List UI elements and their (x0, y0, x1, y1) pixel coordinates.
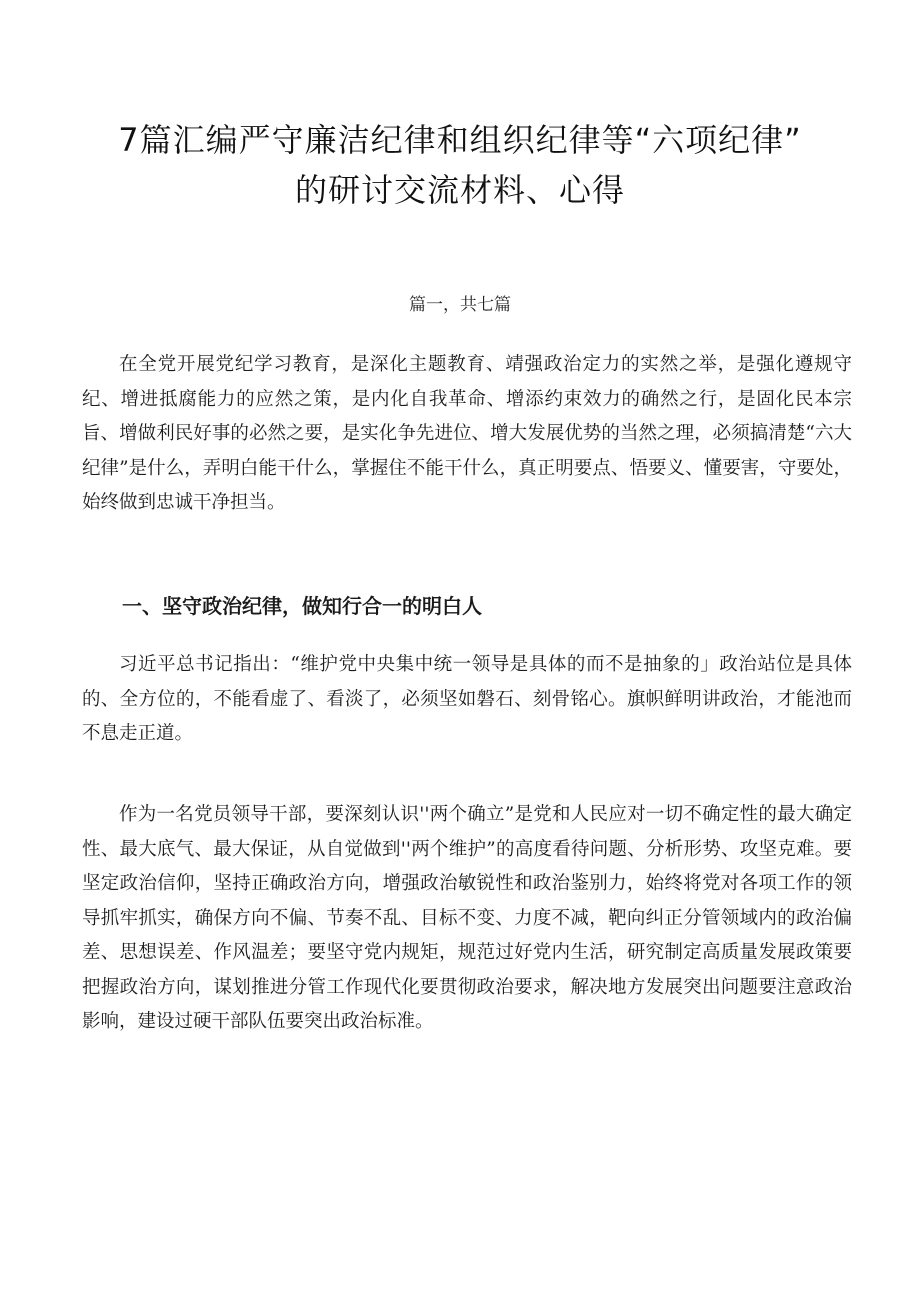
document-title-line-1: 7篇汇编严守廉洁纪律和组织纪律等“六项纪律” (118, 121, 802, 159)
section-heading-1: 一、坚守政治纪律，做知行合一的明白人 (122, 594, 482, 618)
document-subtitle: 篇一，共七篇 (409, 295, 511, 315)
document-title-line-2: 的研讨交流材料、心得 (294, 171, 625, 209)
paragraph-quote: 习近平总书记指出：“维护党中央集中统一领导是具体的而不是抽象的」政治站位是具体的、全方位的，不能看虚了、看淡了，必须坚如磐石、刻骨铭心。旗帜鲜明讲政治，才能池而不息走正道。 (82, 654, 852, 744)
paragraph-body: 作为一名党员领导干部，要深刻认识''两个确立”是党和人民应对一切不确定性的最大确定性、最大底气、最大保证，从自觉做到''两个维护”的高度看待问题、分析形势、攻坚克难。要坚定政治信仰，坚持正确政治方向，增强政治敏锐性和政治鉴别力，始终将党对各项工作的领导抓牢抓实，确保方向不偏、节奏不乱、目标不变、力度不减，靶向纠正分管领域内的政治偏差、思想误差、作风温差；要坚守党内规矩，规范过好党内生活，研究制定高质量发展政策要把握政治方向，谋划推进分管工作现代化要贯彻政治要求，解决地方发展突出问题要注意政治影响，建设过硬干部队伍要突出政治标准。 (82, 804, 852, 1032)
paragraph-intro: 在全党开展党纪学习教育，是深化主题教育、靖强政治定力的实然之举，是强化遵规守纪、增进抵腐能力的应然之策，是内化自我革命、增添约束效力的确然之行，是固化民本宗旨、增做利民好事的必然之要，是实化争先进位、增大发展优势的当然之理，必须搞清楚“六大纪律”是什么，弄明白能干什么，掌握住不能干什么，真正明要点、悟要义、懂要害，守要处，始终做到忠诚干净担当。 (82, 354, 852, 513)
